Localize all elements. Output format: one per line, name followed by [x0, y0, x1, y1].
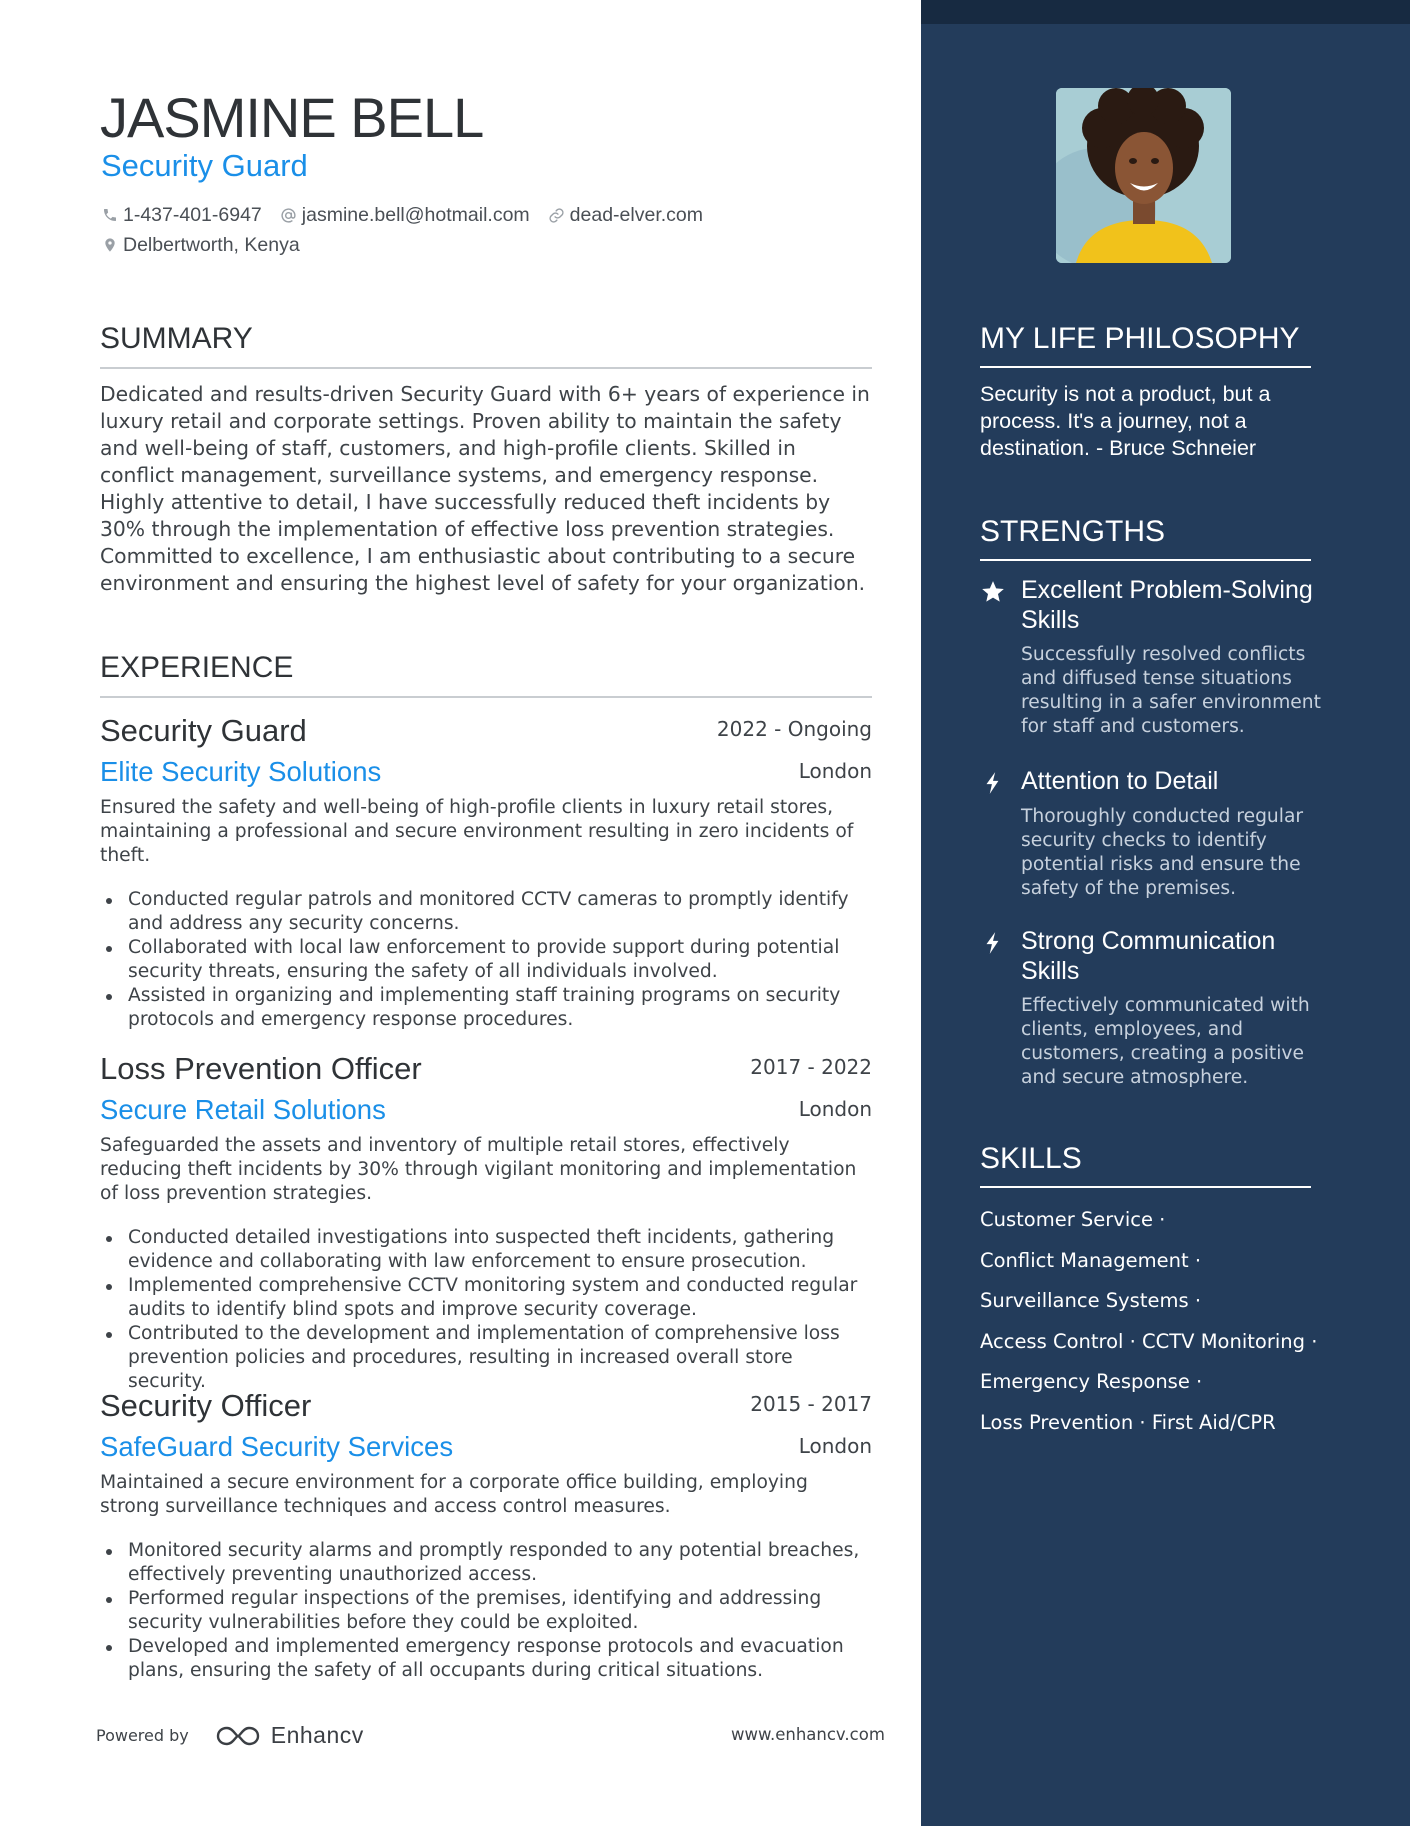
- sidebar: [921, 0, 1410, 1826]
- skill-line: Emergency Response ·: [980, 1370, 1203, 1393]
- job-bullet: Assisted in organizing and implementing staff training programs on security protocols and emergency response procedures.: [100, 984, 872, 1032]
- location-row: [102, 231, 318, 259]
- job-bullet-list: [100, 1226, 872, 1394]
- job-location: London: [798, 1434, 872, 1458]
- strength-description: Thoroughly conducted regular security checks to identify potential risks and ensure the safety of the premises.: [1021, 806, 1304, 899]
- job-bullet-list: [100, 1539, 872, 1683]
- strength-title: Strong Communication Skills: [1021, 927, 1276, 985]
- job-dates: 2015 - 2017: [750, 1392, 872, 1416]
- job-bullet: Conducted detailed investigations into suspected theft incidents, gathering evidence and collaborating with law enforcement to ensure prosecution.: [100, 1226, 872, 1274]
- profile-portrait-icon: [1056, 88, 1231, 263]
- strength-title: Attention to Detail: [1021, 767, 1219, 795]
- job-description: Maintained a secure environment for a corporate office building, employing strong surveillance techniques and access control measures.: [100, 1472, 808, 1517]
- strength-description: Effectively communicated with clients, employees, and customers, creating a positive and secure atmosphere.: [1021, 995, 1310, 1088]
- location-pin-icon: [102, 236, 118, 254]
- skill-line: Loss Prevention · First Aid/CPR: [980, 1410, 1276, 1434]
- candidate-name: JASMINE BELL: [100, 86, 484, 149]
- profile-photo: [1056, 88, 1231, 263]
- job-title: Loss Prevention Officer: [100, 1051, 422, 1086]
- at-icon: [280, 207, 297, 224]
- job-location: London: [798, 759, 872, 783]
- job-description: Safeguarded the assets and inventory of multiple retail stores, effectively reducing theft incidents by 30% through vigilant monitoring and implementation of loss prevention strategies.: [100, 1135, 857, 1204]
- job-title: Security Officer: [100, 1388, 312, 1423]
- sidebar-top-bar: [921, 0, 1410, 24]
- job-bullet: Collaborated with local law enforcement to provide support during potential security threats, ensuring the safety of all individuals involved.: [100, 936, 872, 984]
- brand-name: Enhancv: [270, 1722, 364, 1748]
- company-name[interactable]: Secure Retail Solutions: [100, 1094, 386, 1125]
- email-item[interactable]: [280, 201, 530, 229]
- job-description: Ensured the safety and well-being of high-profile clients in luxury retail stores, maintaining a professional and secure environment resulting in zero incidents of theft.: [100, 797, 854, 866]
- enhancv-logo-icon: [215, 1724, 261, 1748]
- job-bullet: Developed and implemented emergency response protocols and evacuation plans, ensuring the safety of all occupants during critical situations.: [100, 1635, 872, 1683]
- job-bullet: Contributed to the development and implementation of comprehensive loss prevention policies and procedures, resulting in increased overall store security.: [100, 1322, 872, 1394]
- strength-description: Successfully resolved conflicts and diffused tense situations resulting in a safer environment for staff and customers.: [1021, 644, 1321, 737]
- skill-line: Surveillance Systems ·: [980, 1289, 1202, 1312]
- lightning-icon: [980, 930, 1006, 956]
- company-name[interactable]: Elite Security Solutions: [100, 756, 382, 787]
- job-bullet: Performed regular inspections of the premises, identifying and addressing security vulnerabilities before they could be exploited.: [100, 1587, 872, 1635]
- skill-line: Access Control · CCTV Monitoring ·: [980, 1329, 1318, 1353]
- skills-list: [980, 1200, 1320, 1443]
- company-name[interactable]: SafeGuard Security Services: [100, 1431, 454, 1462]
- strength-title: Excellent Problem-Solving Skills: [1021, 576, 1313, 634]
- job-location: London: [798, 1097, 872, 1121]
- job-bullet-list: [100, 888, 872, 1032]
- candidate-role: Security Guard: [101, 148, 308, 183]
- summary-text: Dedicated and results-driven Security Guard with 6+ years of experience in luxury retail and corporate settings. Proven ability to maintain the safety and well-being of staff, customers, and high-profile clients. Skilled in conflict management, surveillance systems, and emergency response. Highly attentive to detail, I have successfully reduced theft incidents by 30% through the implementation of effective loss prevention strategies. Committed to excellence, I am enthusiastic about contributing to a secure environment and ensuring the highest level of safety for your organization.: [100, 382, 870, 595]
- star-icon: [980, 579, 1006, 605]
- contact-row: [102, 201, 721, 229]
- strengths-heading: STRENGTHS: [980, 512, 1311, 561]
- location-text: Delbertworth, Kenya: [123, 234, 300, 256]
- powered-by-label: Powered by: [96, 1726, 189, 1745]
- summary-heading: SUMMARY: [100, 319, 872, 369]
- link-icon: [548, 207, 565, 224]
- phone-text: 1-437-401-6947: [123, 204, 262, 226]
- phone-icon: [102, 207, 118, 223]
- job-dates: 2017 - 2022: [750, 1055, 872, 1079]
- location-item: [102, 231, 300, 259]
- website-text: dead-elver.com: [569, 204, 703, 226]
- philosophy-quote: Security is not a product, but a process. It's a journey, not a destination. - Bruce Schneier: [980, 382, 1271, 460]
- footer-website[interactable]: www.enhancv.com: [731, 1725, 885, 1744]
- footer-branding[interactable]: [96, 1722, 364, 1749]
- phone-item[interactable]: [102, 201, 262, 229]
- email-text: jasmine.bell@hotmail.com: [301, 204, 530, 226]
- experience-heading: EXPERIENCE: [100, 648, 872, 698]
- lightning-icon: [980, 770, 1006, 796]
- job-title: Security Guard: [100, 713, 307, 748]
- job-bullet: Conducted regular patrols and monitored CCTV cameras to promptly identify and address any security concerns.: [100, 888, 872, 936]
- skill-line: Conflict Management ·: [980, 1248, 1202, 1272]
- website-item[interactable]: [548, 201, 703, 229]
- skills-heading: SKILLS: [980, 1139, 1311, 1188]
- job-bullet: Monitored security alarms and promptly responded to any potential breaches, effectively preventing unauthorized access.: [100, 1539, 872, 1587]
- skill-line: Customer Service ·: [980, 1208, 1166, 1231]
- philosophy-heading: MY LIFE PHILOSOPHY: [980, 319, 1311, 368]
- job-dates: 2022 - Ongoing: [716, 717, 872, 741]
- job-bullet: Implemented comprehensive CCTV monitoring system and conducted regular audits to identify blind spots and improve security coverage.: [100, 1274, 872, 1322]
